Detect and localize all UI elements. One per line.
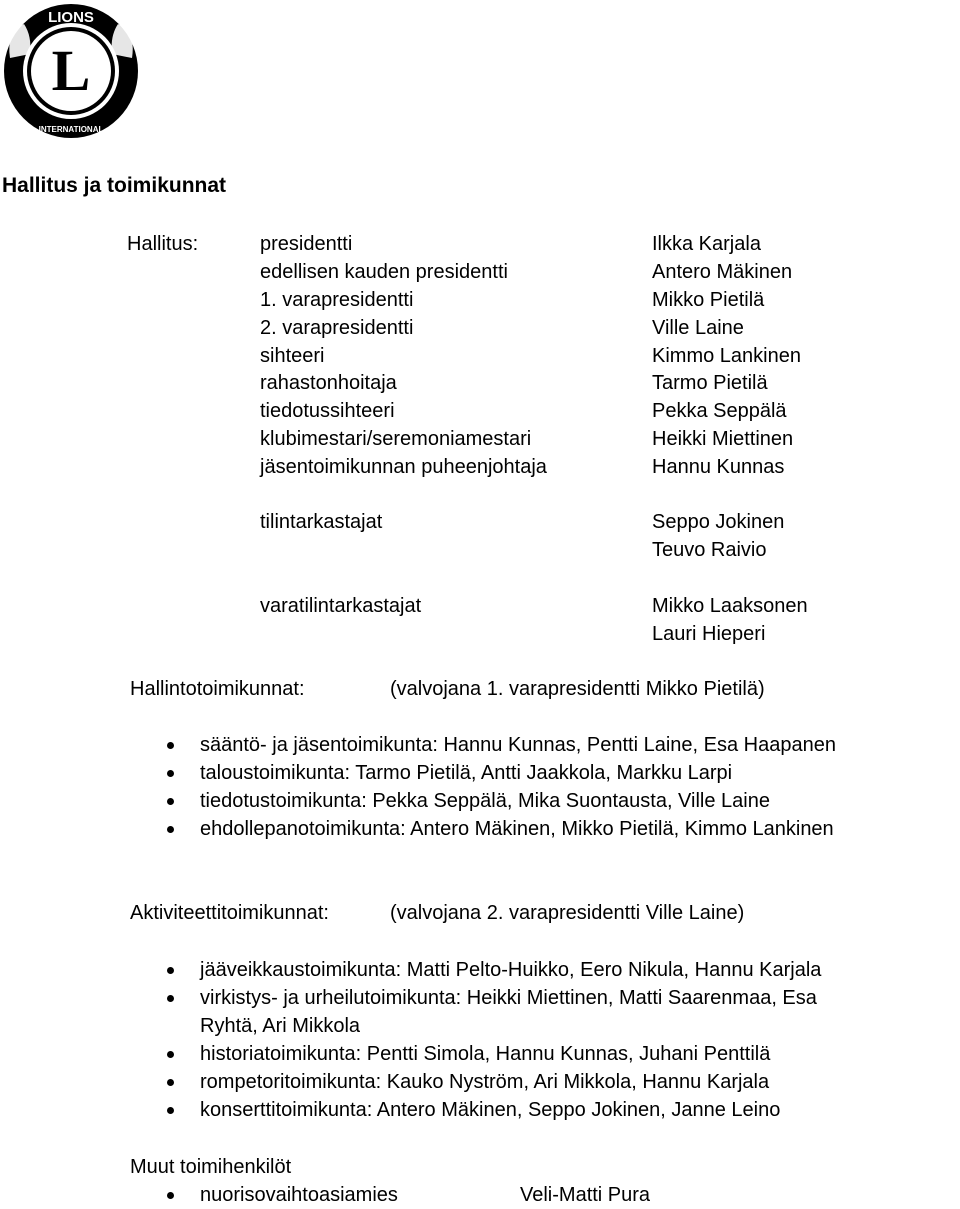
bullet-icon — [167, 1051, 174, 1058]
member-name: Teuvo Raivio — [652, 539, 767, 561]
role-label: 2. varapresidentti — [260, 317, 414, 339]
member-name: Mikko Laaksonen — [652, 595, 808, 617]
list-item: ehdollepanotoimikunta: Antero Mäkinen, Mikko Pietilä, Kimmo Lankinen — [200, 818, 834, 840]
role-label: 1. varapresidentti — [260, 289, 414, 311]
member-name: Pekka Seppälä — [652, 400, 787, 422]
list-item: taloustoimikunta: Tarmo Pietilä, Antti Jaakkola, Markku Larpi — [200, 762, 733, 784]
list-item: virkistys- ja urheilutoimikunta: Heikki Miettinen, Matti Saarenmaa, Esa — [200, 987, 817, 1009]
member-name: Lauri Hieperi — [652, 623, 766, 645]
member-name: Tarmo Pietilä — [652, 372, 768, 394]
role-label: varatilintarkastajat — [260, 595, 422, 617]
member-name: Ville Laine — [652, 317, 744, 339]
bullet-icon — [167, 798, 174, 805]
member-name: Seppo Jokinen — [652, 511, 785, 533]
bullet-icon — [167, 770, 174, 777]
list-item: sääntö- ja jäsentoimikunta: Hannu Kunnas, Pentti Laine, Esa Haapanen — [200, 734, 836, 756]
role-label: tilintarkastajat — [260, 511, 383, 533]
role-label: sihteeri — [260, 345, 325, 367]
hallintotoimikunnat-label: Hallintotoimikunnat: — [130, 678, 305, 700]
bullet-icon — [167, 826, 174, 833]
supervisor-note: (valvojana 2. varapresidentti Ville Laine) — [390, 902, 745, 924]
list-item: historiatoimikunta: Pentti Simola, Hannu Kunnas, Juhani Penttilä — [200, 1043, 771, 1065]
muut-toimihenkilot-label: Muut toimihenkilöt — [130, 1156, 292, 1178]
role-label: rahastonhoitaja — [260, 372, 397, 394]
member-name: Heikki Miettinen — [652, 428, 794, 450]
role-label: presidentti — [260, 233, 353, 255]
member-name: Ilkka Karjala — [652, 233, 761, 255]
bullet-icon — [167, 1079, 174, 1086]
list-item: rompetoritoimikunta: Kauko Nyström, Ari Mikkola, Hannu Karjala — [200, 1071, 770, 1093]
member-name: Antero Mäkinen — [652, 261, 793, 283]
svg-text:L: L — [51, 38, 91, 103]
svg-text:LIONS: LIONS — [48, 9, 94, 26]
member-name: Kimmo Lankinen — [652, 345, 801, 367]
page-title: Hallitus ja toimikunnat — [2, 174, 227, 197]
bullet-icon — [167, 995, 174, 1002]
bullet-icon — [167, 1192, 174, 1199]
aktiviteettitoimikunnat-label: Aktiviteettitoimikunnat: — [130, 902, 329, 924]
list-item-continuation: Ryhtä, Ari Mikkola — [200, 1015, 361, 1037]
list-item: tiedotustoimikunta: Pekka Seppälä, Mika Suontausta, Ville Laine — [200, 790, 770, 812]
svg-text:INTERNATIONAL: INTERNATIONAL — [38, 125, 104, 134]
role-label: klubimestari/seremoniamestari — [260, 428, 532, 450]
role-label: tiedotussihteeri — [260, 400, 395, 422]
role-label: nuorisovaihtoasiamies — [200, 1184, 398, 1206]
supervisor-note: (valvojana 1. varapresidentti Mikko Pietilä) — [390, 678, 765, 700]
bullet-icon — [167, 742, 174, 749]
bullet-icon — [167, 967, 174, 974]
bullet-icon — [167, 1107, 174, 1114]
list-item: konserttitoimikunta: Antero Mäkinen, Seppo Jokinen, Janne Leino — [200, 1099, 781, 1121]
lions-international-logo — [2, 2, 140, 140]
member-name: Hannu Kunnas — [652, 456, 785, 478]
member-name: Veli-Matti Pura — [520, 1184, 651, 1206]
role-label: edellisen kauden presidentti — [260, 261, 508, 283]
list-item: jääveikkaustoimikunta: Matti Pelto-Huikko, Eero Nikula, Hannu Karjala — [200, 959, 822, 981]
member-name: Mikko Pietilä — [652, 289, 765, 311]
hallitus-label: Hallitus: — [127, 233, 199, 255]
role-label: jäsentoimikunnan puheenjohtaja — [260, 456, 547, 478]
